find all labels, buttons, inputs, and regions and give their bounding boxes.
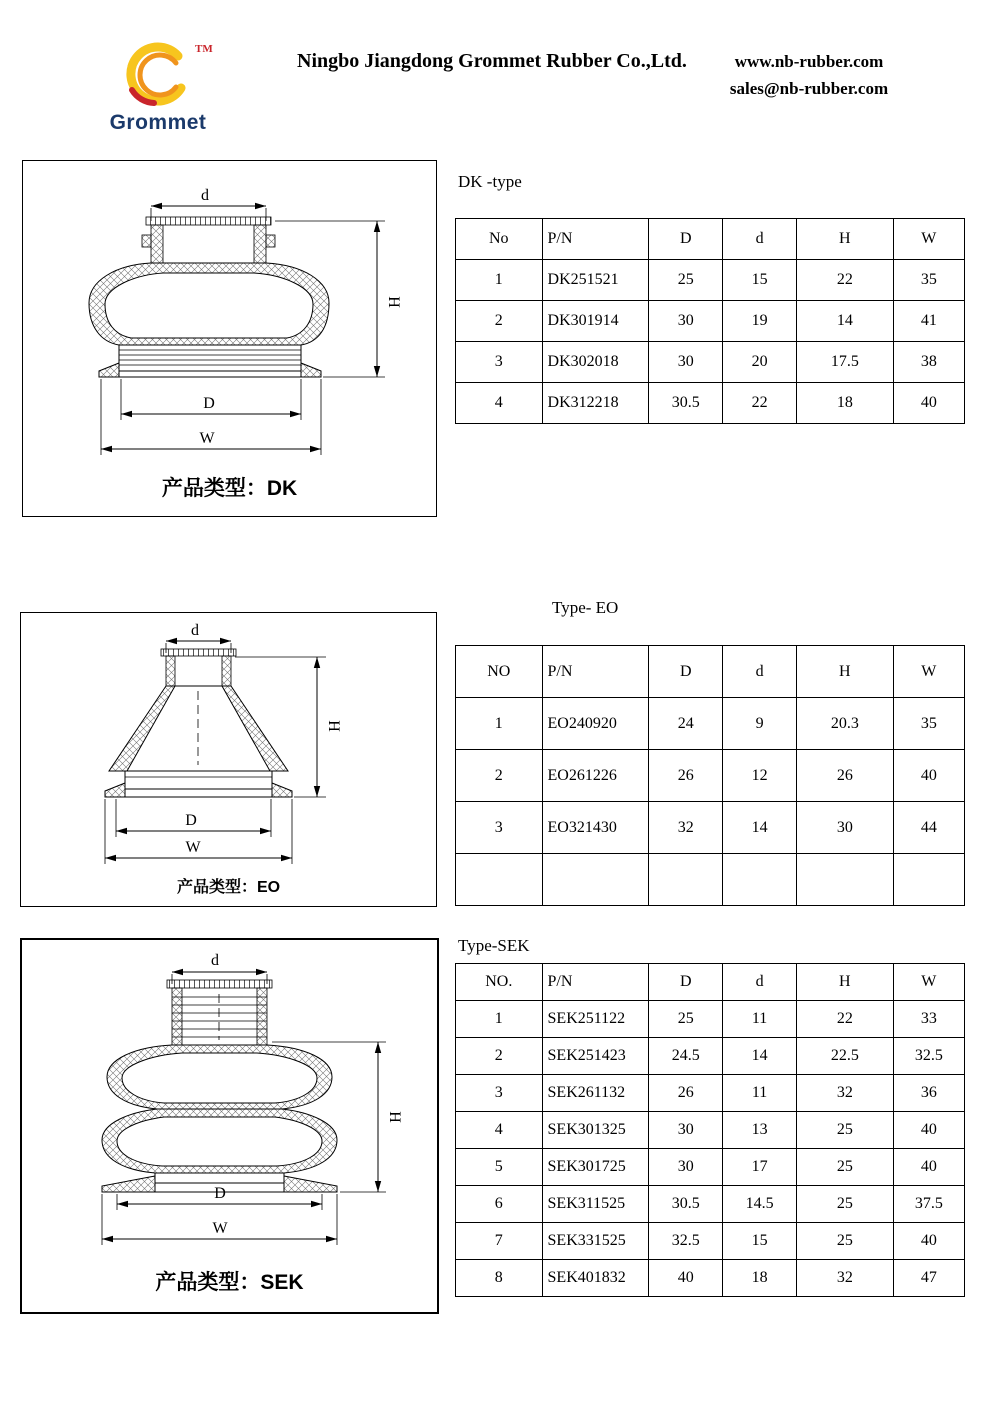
dk-dim-label-w: W bbox=[199, 430, 215, 447]
table-row bbox=[456, 1075, 965, 1112]
table-cell: 14 bbox=[723, 802, 797, 854]
table-cell: 40 bbox=[893, 750, 964, 802]
eo-dim-label-w: W bbox=[185, 839, 201, 856]
table-cell: 6 bbox=[456, 1186, 543, 1223]
table-cell: 37.5 bbox=[893, 1186, 964, 1223]
column-header: D bbox=[649, 219, 723, 260]
table-cell: 30 bbox=[796, 802, 893, 854]
eo-dim-label-big-d: D bbox=[185, 812, 197, 829]
table-cell: 2 bbox=[456, 301, 543, 342]
eo-dim-label-h: H bbox=[325, 720, 342, 732]
table-cell: 15 bbox=[723, 260, 797, 301]
table-cell: 32.5 bbox=[893, 1038, 964, 1075]
table-cell: 2 bbox=[456, 750, 543, 802]
table-cell: 40 bbox=[893, 383, 964, 424]
table-cell: 20.3 bbox=[796, 698, 893, 750]
column-header: d bbox=[723, 964, 797, 1001]
table-cell: 11 bbox=[723, 1001, 797, 1038]
table-cell: 15 bbox=[723, 1223, 797, 1260]
dk-table bbox=[455, 218, 965, 424]
table-row bbox=[456, 1186, 965, 1223]
table-cell: 41 bbox=[893, 301, 964, 342]
table-cell: DK312218 bbox=[542, 383, 649, 424]
table-cell: 40 bbox=[893, 1149, 964, 1186]
table-cell: 19 bbox=[723, 301, 797, 342]
company-logo bbox=[92, 36, 224, 138]
email-text: sales@nb-rubber.com bbox=[729, 79, 889, 98]
sek-table-title: Type-SEK bbox=[458, 936, 530, 955]
table-cell: 40 bbox=[893, 1223, 964, 1260]
logo-brand-text: Grommet bbox=[109, 111, 207, 134]
table-header-row bbox=[456, 646, 965, 698]
logo-tm-mark: TM bbox=[195, 43, 213, 55]
column-header: d bbox=[723, 219, 797, 260]
table-cell: 1 bbox=[456, 1001, 543, 1038]
company-name: Ningbo Jiangdong Grommet Rubber Co.,Ltd. bbox=[297, 50, 687, 72]
dk-caption: 产品类型：DK bbox=[161, 477, 298, 500]
table-cell: 25 bbox=[796, 1186, 893, 1223]
table-row bbox=[456, 1260, 965, 1297]
sek-dim-label-w: W bbox=[212, 1220, 228, 1237]
table-cell: 25 bbox=[796, 1112, 893, 1149]
table-cell: 26 bbox=[796, 750, 893, 802]
column-header: D bbox=[649, 646, 723, 698]
table-cell: 25 bbox=[796, 1149, 893, 1186]
table-cell: 40 bbox=[649, 1260, 723, 1297]
dk-drawing-box bbox=[22, 160, 437, 517]
swirl-orange-arc bbox=[140, 55, 176, 95]
column-header: H bbox=[796, 219, 893, 260]
table-row bbox=[456, 260, 965, 301]
table-header-row bbox=[456, 964, 965, 1001]
column-header: NO. bbox=[456, 964, 543, 1001]
table-cell: 2 bbox=[456, 1038, 543, 1075]
table-cell: 26 bbox=[649, 1075, 723, 1112]
eo-table bbox=[455, 645, 965, 906]
sek-table bbox=[455, 963, 965, 1297]
table-row bbox=[456, 1149, 965, 1186]
table-cell: 30 bbox=[649, 1112, 723, 1149]
table-cell: 9 bbox=[723, 698, 797, 750]
sek-drawing-box bbox=[20, 938, 439, 1314]
table-cell: 18 bbox=[723, 1260, 797, 1297]
table-cell: 3 bbox=[456, 1075, 543, 1112]
eo-drawing-box bbox=[20, 612, 437, 907]
table-cell: DK301914 bbox=[542, 301, 649, 342]
table-cell: 22 bbox=[796, 1001, 893, 1038]
table-cell: 20 bbox=[723, 342, 797, 383]
sek-dim-label-d: d bbox=[211, 952, 219, 969]
sek-caption: 产品类型：SEK bbox=[155, 1271, 304, 1294]
table-cell: 3 bbox=[456, 342, 543, 383]
table-cell: 14 bbox=[723, 1038, 797, 1075]
table-cell: 1 bbox=[456, 260, 543, 301]
table-cell: EO261226 bbox=[542, 750, 649, 802]
column-header: W bbox=[893, 219, 964, 260]
table-cell: SEK251423 bbox=[542, 1038, 649, 1075]
table-cell bbox=[649, 854, 723, 906]
table-cell: 3 bbox=[456, 802, 543, 854]
table-cell bbox=[542, 854, 649, 906]
table-cell: 24 bbox=[649, 698, 723, 750]
table-cell: SEK261132 bbox=[542, 1075, 649, 1112]
table-cell: 17.5 bbox=[796, 342, 893, 383]
table-row bbox=[456, 342, 965, 383]
table-cell: 5 bbox=[456, 1149, 543, 1186]
table-cell: 38 bbox=[893, 342, 964, 383]
table-row bbox=[456, 802, 965, 854]
table-cell: 1 bbox=[456, 698, 543, 750]
table-cell: 18 bbox=[796, 383, 893, 424]
table-cell: 4 bbox=[456, 1112, 543, 1149]
dk-technical-drawing bbox=[23, 161, 436, 516]
website-text: www.nb-rubber.com bbox=[734, 52, 884, 71]
table-cell: 22.5 bbox=[796, 1038, 893, 1075]
table-row bbox=[456, 1001, 965, 1038]
sek-technical-drawing bbox=[22, 940, 433, 1308]
contact-block bbox=[703, 48, 915, 102]
column-header: d bbox=[723, 646, 797, 698]
sek-dim-label-h: H bbox=[386, 1111, 403, 1123]
table-cell bbox=[893, 854, 964, 906]
table-cell: 14.5 bbox=[723, 1186, 797, 1223]
table-cell bbox=[796, 854, 893, 906]
table-cell: 7 bbox=[456, 1223, 543, 1260]
column-header: W bbox=[893, 646, 964, 698]
table-cell bbox=[456, 854, 543, 906]
column-header: P/N bbox=[542, 219, 649, 260]
table-row bbox=[456, 1112, 965, 1149]
table-cell: EO321430 bbox=[542, 802, 649, 854]
table-cell: 32 bbox=[649, 802, 723, 854]
eo-caption: 产品类型：EO bbox=[176, 879, 281, 896]
table-cell: 32 bbox=[796, 1260, 893, 1297]
table-cell: SEK311525 bbox=[542, 1186, 649, 1223]
table-cell: 35 bbox=[893, 698, 964, 750]
column-header: H bbox=[796, 646, 893, 698]
table-cell: 35 bbox=[893, 260, 964, 301]
table-cell: SEK251122 bbox=[542, 1001, 649, 1038]
table-cell: 25 bbox=[796, 1223, 893, 1260]
table-cell: 11 bbox=[723, 1075, 797, 1112]
table-row bbox=[456, 698, 965, 750]
table-cell: DK302018 bbox=[542, 342, 649, 383]
table-cell: 32.5 bbox=[649, 1223, 723, 1260]
table-cell: 25 bbox=[649, 260, 723, 301]
column-header: W bbox=[893, 964, 964, 1001]
table-cell: DK251521 bbox=[542, 260, 649, 301]
dk-dim-label-d: d bbox=[201, 187, 209, 204]
table-cell: 30 bbox=[649, 301, 723, 342]
table-row bbox=[456, 854, 965, 906]
column-header: P/N bbox=[542, 646, 649, 698]
column-header: NO bbox=[456, 646, 543, 698]
eo-dim-label-d: d bbox=[191, 622, 199, 639]
table-cell: 17 bbox=[723, 1149, 797, 1186]
table-cell: 14 bbox=[796, 301, 893, 342]
column-header: D bbox=[649, 964, 723, 1001]
table-cell: 13 bbox=[723, 1112, 797, 1149]
table-cell: 22 bbox=[796, 260, 893, 301]
table-row bbox=[456, 1038, 965, 1075]
table-cell bbox=[723, 854, 797, 906]
column-header: No bbox=[456, 219, 543, 260]
table-cell: SEK401832 bbox=[542, 1260, 649, 1297]
table-cell: 36 bbox=[893, 1075, 964, 1112]
logo-swirl-icon bbox=[92, 36, 224, 110]
table-header-row bbox=[456, 219, 965, 260]
dk-dim-label-big-d: D bbox=[203, 395, 215, 412]
eo-technical-drawing bbox=[21, 613, 436, 906]
table-cell: EO240920 bbox=[542, 698, 649, 750]
table-cell: 30 bbox=[649, 1149, 723, 1186]
table-row bbox=[456, 750, 965, 802]
table-cell: 24.5 bbox=[649, 1038, 723, 1075]
table-cell: 12 bbox=[723, 750, 797, 802]
eo-table-title: Type- EO bbox=[552, 598, 619, 617]
table-row bbox=[456, 301, 965, 342]
column-header: H bbox=[796, 964, 893, 1001]
table-row bbox=[456, 1223, 965, 1260]
table-cell: SEK301325 bbox=[542, 1112, 649, 1149]
table-cell: 26 bbox=[649, 750, 723, 802]
dk-dim-label-h: H bbox=[385, 296, 402, 308]
table-cell: 30 bbox=[649, 342, 723, 383]
table-row bbox=[456, 383, 965, 424]
table-cell: 30.5 bbox=[649, 1186, 723, 1223]
table-cell: 33 bbox=[893, 1001, 964, 1038]
table-cell: 4 bbox=[456, 383, 543, 424]
table-cell: 22 bbox=[723, 383, 797, 424]
table-cell: SEK331525 bbox=[542, 1223, 649, 1260]
table-cell: 30.5 bbox=[649, 383, 723, 424]
table-cell: 40 bbox=[893, 1112, 964, 1149]
dk-table-title: DK -type bbox=[458, 172, 522, 191]
table-cell: 44 bbox=[893, 802, 964, 854]
column-header: P/N bbox=[542, 964, 649, 1001]
table-cell: 8 bbox=[456, 1260, 543, 1297]
table-cell: 32 bbox=[796, 1075, 893, 1112]
table-cell: 25 bbox=[649, 1001, 723, 1038]
table-cell: 47 bbox=[893, 1260, 964, 1297]
sek-dim-label-big-d: D bbox=[214, 1185, 226, 1202]
table-cell: SEK301725 bbox=[542, 1149, 649, 1186]
